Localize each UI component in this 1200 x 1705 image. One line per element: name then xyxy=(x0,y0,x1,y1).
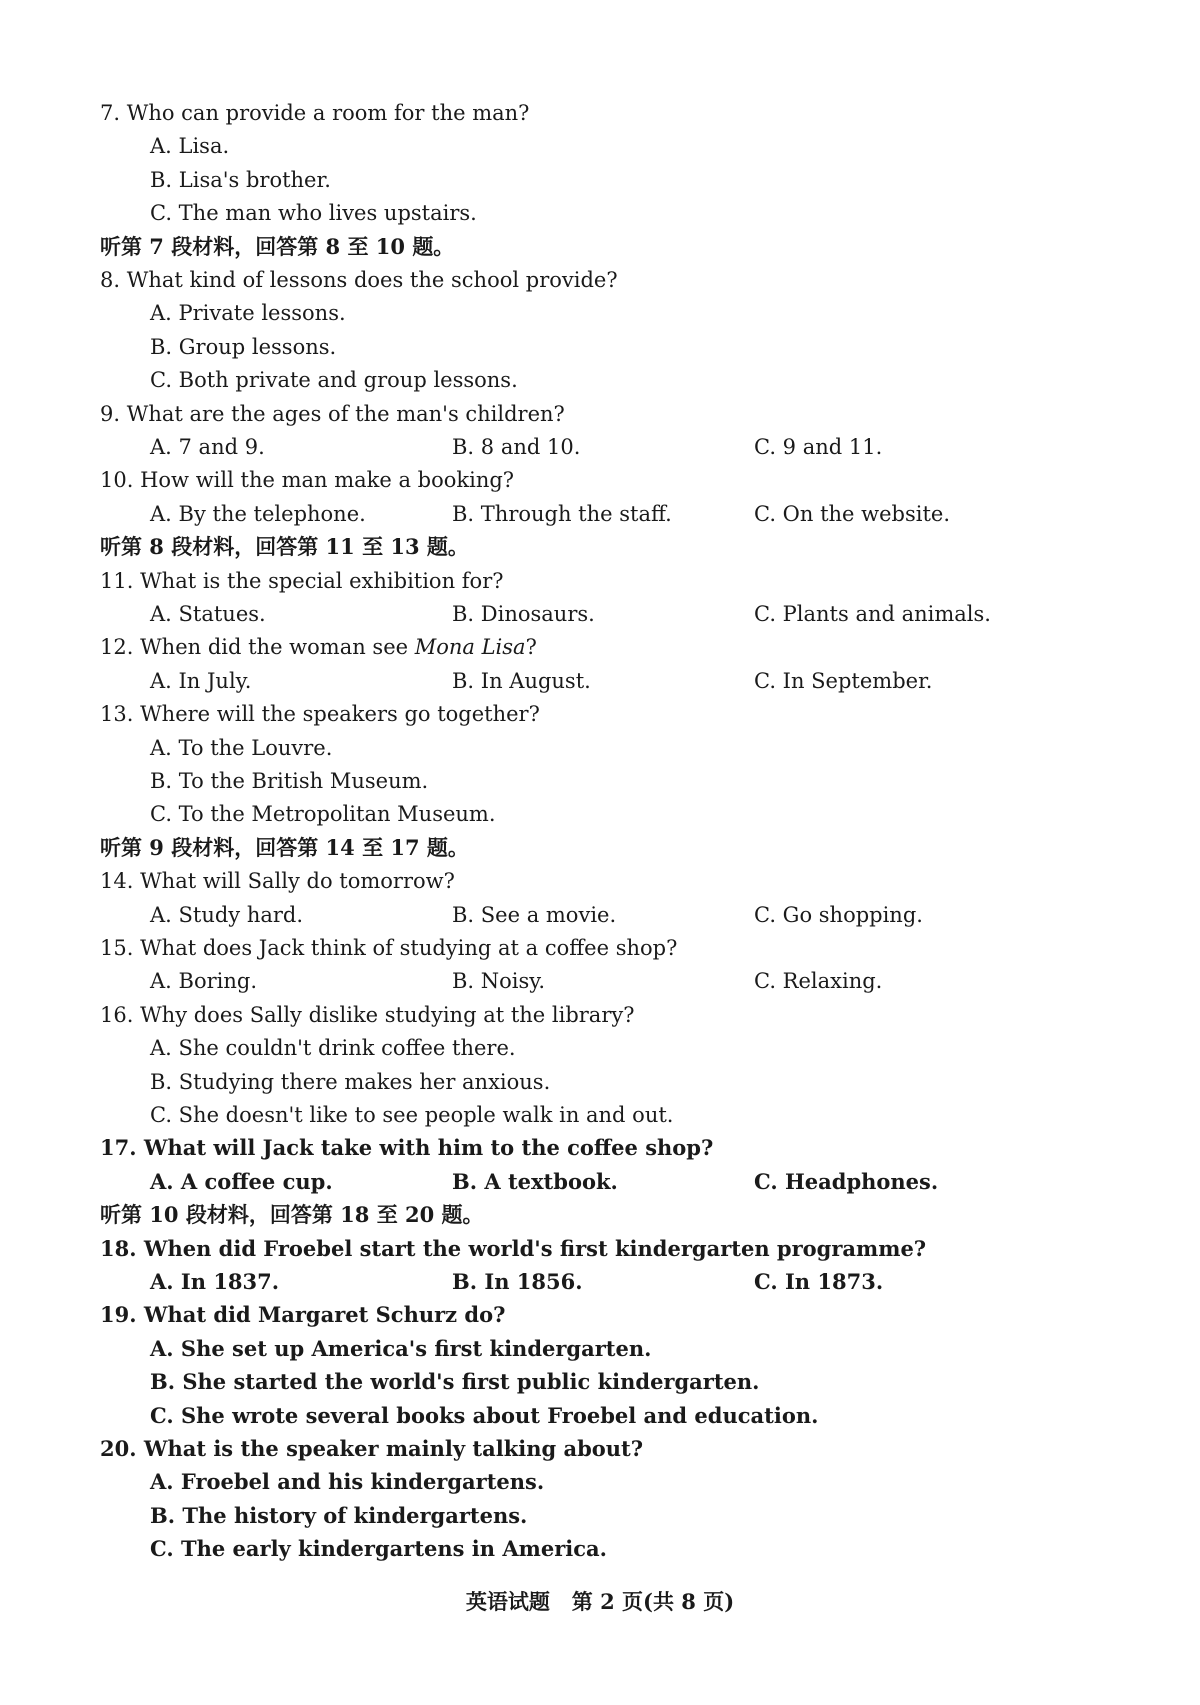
answer-option: A. Statues. xyxy=(150,602,266,626)
section-heading: 听第 9 段材料，回答第 14 至 17 题。 xyxy=(100,834,469,860)
answer-option: B. Noisy. xyxy=(452,969,546,994)
question-number: 9. xyxy=(100,401,121,426)
answer-option: A. In 1837. xyxy=(150,1269,280,1294)
answer-option: A. To the Louvre. xyxy=(150,735,333,760)
answer-option: B. Through the staff. xyxy=(452,501,672,526)
question-text: What is the special exhibition for? xyxy=(140,568,504,593)
answer-option: C. She wrote several books about Froebel and education. xyxy=(150,1402,819,1428)
question-number: 19. xyxy=(100,1302,137,1328)
question-stem xyxy=(100,1298,505,1332)
answer-option: B. A textbook. xyxy=(452,1168,618,1194)
section-heading: 听第 8 段材料，回答第 11 至 13 题。 xyxy=(100,534,469,560)
question-number: 15. xyxy=(100,936,134,960)
question-stem xyxy=(100,1232,926,1266)
answer-option: C. Both private and group lessons. xyxy=(150,368,518,393)
question-stem xyxy=(100,1432,643,1466)
answer-option: A. 7 and 9. xyxy=(150,435,265,459)
question-italic-title: Mona Lisa xyxy=(414,635,526,660)
question-number: 8. xyxy=(100,268,121,292)
question-stem xyxy=(100,697,540,731)
question-text: Who can provide a room for the man? xyxy=(126,101,530,125)
question-text: What kind of lessons does the school provide? xyxy=(126,268,618,292)
question-stem xyxy=(100,263,618,297)
answer-option: B. Dinosaurs. xyxy=(452,602,595,626)
section-heading: 听第 10 段材料，回答第 18 至 20 题。 xyxy=(100,1202,484,1228)
question-number: 10. xyxy=(100,468,134,493)
question-number: 7. xyxy=(100,101,121,125)
answer-option: A. Lisa. xyxy=(150,134,230,159)
question-text: How will the man make a booking? xyxy=(140,468,515,493)
question-text: What will Sally do tomorrow? xyxy=(140,869,455,894)
question-stem xyxy=(100,397,565,431)
section-heading: 听第 7 段材料，回答第 8 至 10 题。 xyxy=(100,233,455,259)
answer-option: C. She doesn't like to see people walk in and out. xyxy=(150,1103,674,1127)
question-text: Why does Sally dislike studying at the library? xyxy=(140,1002,635,1027)
question-stem xyxy=(100,564,504,598)
question-number: 11. xyxy=(100,568,134,593)
answer-option: B. She started the world's first public kindergarten. xyxy=(150,1369,760,1395)
answer-option: A. A coffee cup. xyxy=(150,1168,333,1194)
question-stem xyxy=(100,931,677,965)
answer-option: C. In September. xyxy=(754,668,933,693)
footer-page-number: 第 2 页(共 8 页) xyxy=(571,1589,735,1614)
answer-option: B. In August. xyxy=(452,668,591,693)
answer-option: A. She set up America's first kindergarten. xyxy=(150,1335,652,1361)
question-text: Where will the speakers go together? xyxy=(140,702,540,727)
answer-option: C. Headphones. xyxy=(754,1168,939,1194)
question-stem xyxy=(100,998,635,1032)
answer-option: A. In July. xyxy=(150,668,252,693)
footer-subject: 英语试题 xyxy=(465,1589,550,1614)
question-stem xyxy=(100,864,455,898)
page-footer xyxy=(0,1585,1200,1619)
question-text: What does Jack think of studying at a coffee shop? xyxy=(140,936,678,960)
question-text: What is the speaker mainly talking about? xyxy=(143,1436,644,1461)
answer-option: B. The history of kindergartens. xyxy=(150,1502,528,1528)
question-number: 14. xyxy=(100,869,134,894)
answer-option: C. 9 and 11. xyxy=(754,435,883,459)
answer-option: C. To the Metropolitan Museum. xyxy=(150,802,496,827)
answer-option: B. Studying there makes her anxious. xyxy=(150,1069,551,1094)
answer-option: C. The man who lives upstairs. xyxy=(150,201,477,226)
answer-option: C. Go shopping. xyxy=(754,902,923,927)
question-stem xyxy=(100,96,529,130)
answer-option: B. To the British Museum. xyxy=(150,769,429,793)
question-text: What did Margaret Schurz do? xyxy=(143,1302,506,1328)
answer-option: C. Plants and animals. xyxy=(754,602,991,626)
question-number: 12. xyxy=(100,635,134,660)
question-text: When did Froebel start the world's first kindergarten programme? xyxy=(143,1235,927,1261)
question-text: When did the woman see xyxy=(140,635,409,660)
question-number: 16. xyxy=(100,1002,134,1027)
answer-option: C. In 1873. xyxy=(754,1269,884,1294)
answer-option: C. Relaxing. xyxy=(754,969,883,994)
question-number: 13. xyxy=(100,702,134,727)
answer-option: A. Froebel and his kindergartens. xyxy=(150,1469,545,1495)
question-stem xyxy=(100,463,514,497)
question-stem xyxy=(100,630,537,664)
question-text: What will Jack take with him to the coffee shop? xyxy=(143,1135,714,1161)
answer-option: A. By the telephone. xyxy=(150,501,366,526)
question-number: 17. xyxy=(100,1135,137,1161)
answer-option: B. 8 and 10. xyxy=(452,435,581,459)
question-text: What are the ages of the man's children? xyxy=(126,401,565,426)
question-number: 20. xyxy=(100,1436,137,1461)
answer-option: B. See a movie. xyxy=(452,902,617,927)
answer-option: A. Boring. xyxy=(150,969,257,994)
answer-option: A. Private lessons. xyxy=(150,301,346,326)
answer-option: B. Lisa's brother. xyxy=(150,167,331,192)
answer-option: A. Study hard. xyxy=(150,902,304,927)
answer-option: C. The early kindergartens in America. xyxy=(150,1536,607,1562)
answer-option: A. She couldn't drink coffee there. xyxy=(150,1036,516,1061)
answer-option: C. On the website. xyxy=(754,501,951,526)
answer-option: B. Group lessons. xyxy=(150,334,337,359)
answer-option: B. In 1856. xyxy=(452,1269,583,1294)
question-number: 18. xyxy=(100,1235,137,1261)
question-stem xyxy=(100,1131,713,1165)
question-tail: ? xyxy=(525,635,537,660)
